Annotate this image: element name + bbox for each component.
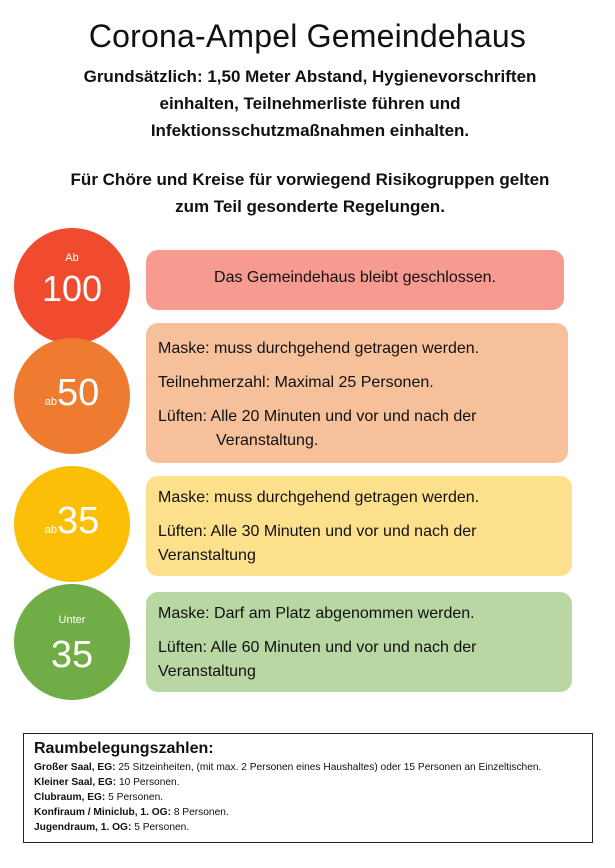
room-capacity: 8 Personen.: [170, 807, 229, 818]
rule-text: Maske: Darf am Platz abgenommen werden.: [158, 605, 475, 622]
rule-text: Veranstaltung: [158, 663, 256, 680]
level-label: ab: [44, 524, 57, 536]
level-label: ab: [44, 396, 57, 408]
room-line: [34, 790, 582, 805]
level-35-circle: [14, 466, 130, 582]
rule-text: Veranstaltung: [158, 547, 256, 564]
room-name: Jugendraum, 1. OG:: [34, 822, 132, 833]
level-number: 100: [41, 268, 103, 309]
rule-text: Veranstaltung.: [216, 432, 319, 449]
intro-text: [30, 63, 590, 220]
level-under-35-rules: [146, 592, 572, 692]
room-name: Großer Saal, EG:: [34, 762, 116, 773]
room-name: Konfiraum / Miniclub, 1. OG:: [34, 807, 171, 818]
room-line: [34, 760, 582, 775]
intro-line: Für Chöre und Kreise für vorwiegend Risikogruppen gelten: [70, 170, 550, 189]
level-number: 50: [56, 372, 100, 414]
level-100-circle: [14, 228, 130, 344]
room-capacity: 5 Personen.: [131, 822, 190, 833]
room-capacity: 25 Sitzeinheiten, (mit max. 2 Personen eines Haushaltes) oder 15 Personen an Einzeltischen.: [115, 762, 542, 773]
rule-text: Teilnehmerzahl: Maximal 25 Personen.: [158, 374, 434, 391]
rule-text: Maske: muss durchgehend getragen werden.: [158, 340, 480, 357]
room-name: Clubraum, EG:: [34, 792, 106, 803]
intro-line: Grundsätzlich: 1,50 Meter Abstand, Hygienevorschriften: [83, 67, 537, 86]
level-label: Unter: [58, 614, 86, 626]
rule-text: Lüften: Alle 60 Minuten und vor und nach der: [158, 639, 477, 656]
level-50-circle: [14, 338, 130, 454]
level-number: 35: [50, 634, 94, 676]
room-line: [34, 805, 582, 820]
room-capacity-box: [23, 733, 593, 843]
intro-line: zum Teil gesonderte Regelungen.: [175, 197, 445, 216]
level-100-rules: [146, 250, 564, 310]
level-35-rules: [146, 476, 572, 576]
level-under-35-circle: [14, 584, 130, 700]
rule-text: Das Gemeindehaus bleibt geschlossen.: [214, 269, 496, 286]
rooms-heading: Raumbelegungszahlen:: [34, 740, 214, 757]
rule-text: Maske: muss durchgehend getragen werden.: [158, 489, 480, 506]
level-number: 35: [56, 500, 100, 542]
page-title: Corona-Ampel Gemeindehaus: [88, 18, 527, 54]
room-line: [34, 775, 582, 790]
room-line: [34, 820, 582, 835]
room-capacity: 10 Personen.: [116, 777, 180, 788]
level-50-rules: [146, 323, 568, 463]
rule-text: Lüften: Alle 20 Minuten und vor und nach der: [158, 408, 477, 425]
intro-line: einhalten, Teilnehmerliste führen und: [159, 94, 461, 113]
rule-text: Lüften: Alle 30 Minuten und vor und nach der: [158, 523, 477, 540]
level-label: Ab: [65, 252, 79, 264]
room-capacity: 5 Personen.: [105, 792, 164, 803]
intro-line: Infektionsschutzmaßnahmen einhalten.: [150, 121, 470, 140]
room-name: Kleiner Saal, EG:: [34, 777, 117, 788]
